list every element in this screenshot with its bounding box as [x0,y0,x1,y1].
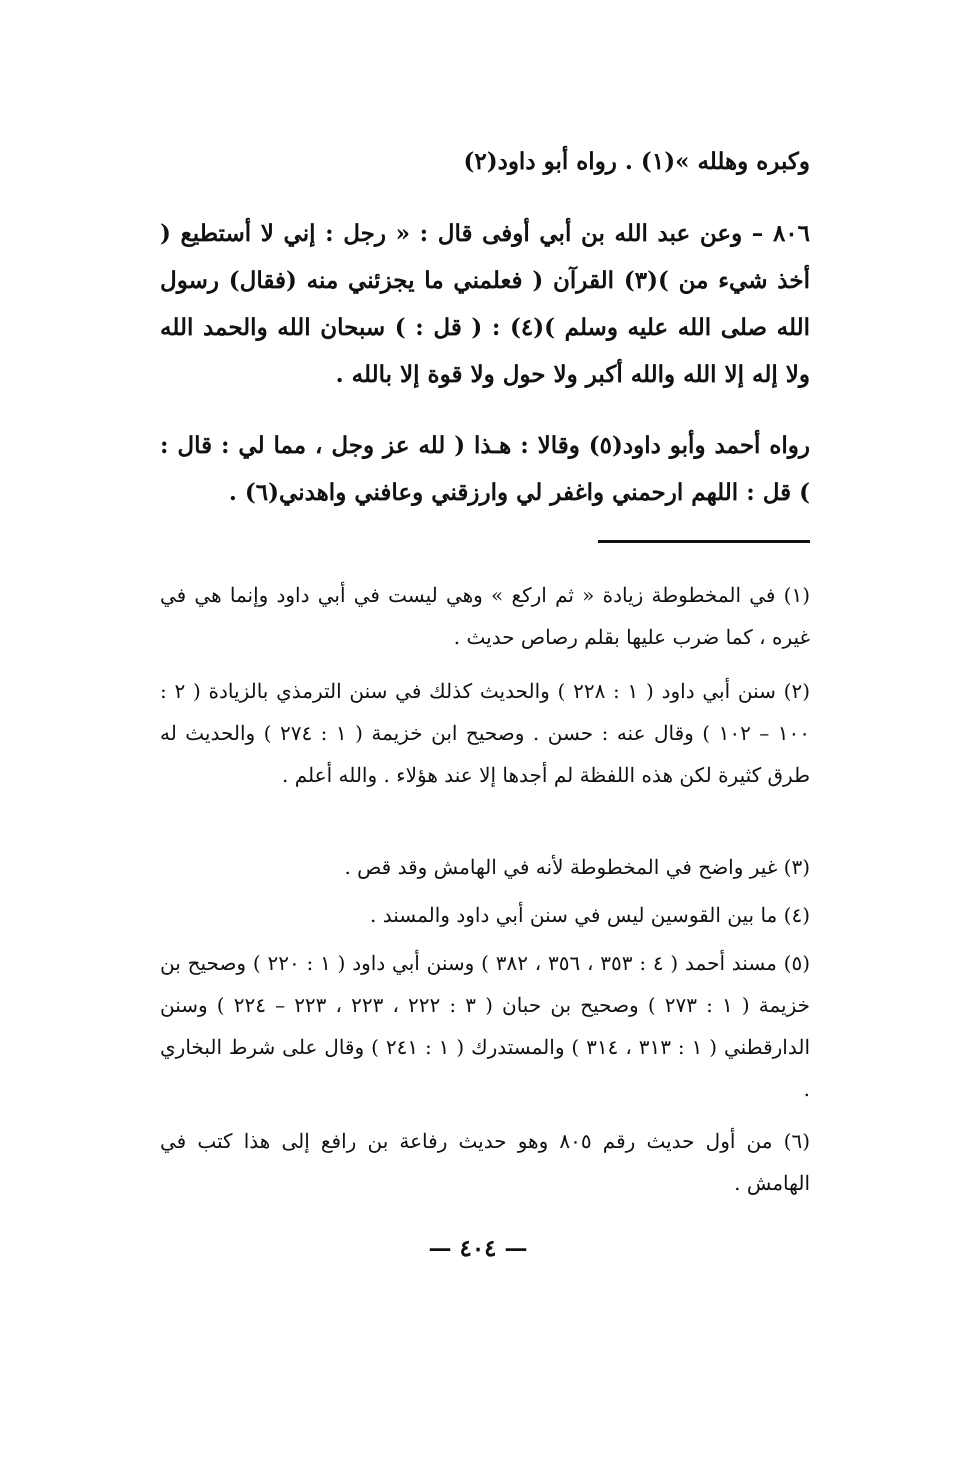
narration-paragraph: رواه أحمد وأبو داود(٥) وقالا : هـذا ( لله عز وجل ، مما لي : قال : ) قل : اللهم ارحمني واغفر لي وارزقني وعافني واهدني(٦) . [160,432,810,506]
page-number: — ٤٠٤ — [428,1235,528,1262]
footnote-4: (٤) ما بين القوسين ليس في سنن أبي داود والمسند . [370,903,810,927]
hadith-806-paragraph: ٨٠٦ – وعن عبد الله بن أبي أوفى قال : « رجل : إني لا أستطيع ( أخذ شيء من )(٣) القرآن ( فعلمني ما يجزئني منه (فقال) رسول الله صلى الله عليه وسلم )(٤) : ( قل : ) سبحان الله والحمد الله ولا إله إلا الله والله أكبر ولا حول ولا قوة إلا بالله . [160,220,810,388]
footnote-5: (٥) مسند أحمد ( ٤ : ٣٥٣ ، ٣٥٦ ، ٣٨٢ ) وسنن أبي داود ( ١ : ٢٢٠ ) وصحيح بن خزيمة ( ١ : ٢٧٣ ) وصحيح بن حبان ( ٣ : ٢٢٢ ، ٢٢٣ ، ٢٢٣ – ٢٢٤ ) وسنن الدارقطني ( ١ : ٣١٣ ، ٣١٤ ) والمستدرك ( ١ : ٢٤١ ) وقال على شرط البخاري . [160,951,811,1101]
footnote-1: (١) في المخطوطة زيادة « ثم اركع » وهي ليست في أبي داود وإنما هي في غيره ، كما ضرب عليها بقلم رصاص حديث . [160,583,810,649]
footnote-6: (٦) من أول حديث رقم ٨٠٥ وهو حديث رفاعة بن رافع إلى هذا كتب في الهامش . [160,1129,810,1195]
continuation-line: وكبره وهلله »(١) . رواه أبو داود(٢) [463,148,810,175]
footnote-2: (٢) سنن أبي داود ( ١ : ٢٢٨ ) والحديث كذلك في سنن الترمذي بالزيادة ( ٢ : ١٠٠ – ١٠٢ ) وقال عنه : حسن . وصحيح ابن خزيمة ( ١ : ٢٧٤ ) والحديث له طرق كثيرة لكن هذه اللفظة لم أجدها إلا عند هؤلاء . والله أعلم . [160,679,811,787]
footnote-separator [598,540,810,543]
footnote-3: (٣) غير واضح في المخطوطة لأنه في الهامش وقد قص . [344,855,810,879]
